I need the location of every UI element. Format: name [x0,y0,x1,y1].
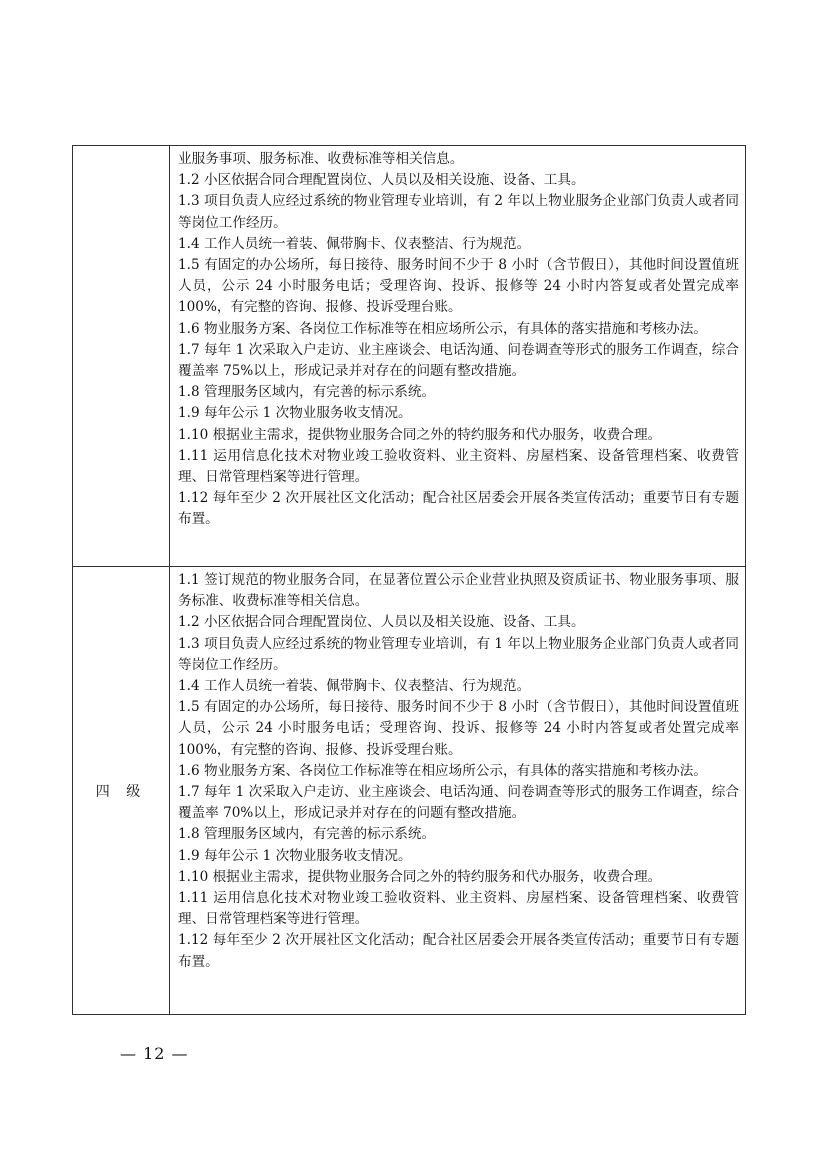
list-item: 1.3 项目负责人应经过系统的物业管理专业培训，有 2 年以上物业服务企业部门负责人或者同等岗位工作经历。 [178,193,739,231]
list-item: 1.9 每年公示 1 次物业服务收支情况。 [178,847,412,864]
list-item: 1.4 工作人员统一着装、佩带胸卡、仪表整洁、行为规范。 [178,235,531,252]
table-row [73,567,746,1015]
list-item: 1.8 管理服务区域内，有完善的标示系统。 [178,384,436,401]
list-item: 1.6 物业服务方案、各岗位工作标准等在相应场所公示，有具体的落实措施和考核办法。 [178,320,707,337]
list-item: 1.4 工作人员统一着装、佩带胸卡、仪表整洁、行为规范。 [178,678,531,695]
list-item: 1.7 每年 1 次采取入户走访、业主座谈会、电话沟通、问卷调查等形式的服务工作调查，综合覆盖率 70%以上，形成记录并对存在的问题有整改措施。 [178,784,739,822]
list-item: 1.10 根据业主需求，提供物业服务合同之外的特约服务和代办服务，收费合理。 [178,868,662,885]
list-item: 1.2 小区依据合同合理配置岗位、人员以及相关设施、设备、工具。 [178,614,585,631]
list-item: 1.2 小区依据合同合理配置岗位、人员以及相关设施、设备、工具。 [178,172,585,189]
list-item: 1.5 有固定的办公场所，每日接待、服务时间不少于 8 小时（含节假日），其他时间设置值班人员，公示 24 小时服务电话；受理咨询、投诉、报修等 24 小时内答复或者处置完成率 100%，有完整的咨询、报修、投诉受理台账。 [178,257,739,316]
level-cell [73,146,170,567]
list-item: 1.3 项目负责人应经过系统的物业管理专业培训，有 1 年以上物业服务企业部门负责人或者同等岗位工作经历。 [178,635,739,673]
list-item: 1.11 运用信息化技术对物业竣工验收资料、业主资料、房屋档案、设备管理档案、收费管理、日常管理档案等进行管理。 [178,447,739,486]
standards-table [72,145,746,1015]
list-item: 业服务事项、服务标准、收费标准等相关信息。 [178,151,464,167]
list-item: 1.12 每年至少 2 次开展社区文化活动；配合社区居委会开展各类宣传活动；重要节日有专题布置。 [178,490,739,528]
page-number: — 12 — [120,1044,189,1063]
content-cell [170,567,746,1015]
list-item: 1.11 运用信息化技术对物业竣工验收资料、业主资料、房屋档案、设备管理档案、收费管理、日常管理档案等进行管理。 [178,890,739,928]
content-cell [170,146,746,567]
list-item: 1.8 管理服务区域内，有完善的标示系统。 [178,826,436,843]
list-item: 1.5 有固定的办公场所，每日接待、服务时间不少于 8 小时（含节假日），其他时间设置值班人员，公示 24 小时服务电话；受理咨询、投诉、报修等 24 小时内答复或者处置完成率 100%，有完整的咨询、报修、投诉受理台账。 [178,699,739,758]
list-item: 1.6 物业服务方案、各岗位工作标准等在相应场所公示，有具体的落实措施和考核办法。 [178,762,707,779]
table-row [73,146,746,567]
list-item: 1.12 每年至少 2 次开展社区文化活动；配合社区居委会开展各类宣传活动；重要节日有专题布置。 [178,932,739,970]
list-item: 1.1 签订规范的物业服务合同，在显著位置公示企业营业执照及资质证书、物业服务事项、服务标准、收费标准等相关信息。 [178,572,739,610]
level-label: 四 级 [95,783,147,800]
list-item: 1.7 每年 1 次采取入户走访、业主座谈会、电话沟通、问卷调查等形式的服务工作调查，综合覆盖率 75%以上，形成记录并对存在的问题有整改措施。 [178,341,739,380]
level-cell [73,567,170,1015]
list-item: 1.9 每年公示 1 次物业服务收支情况。 [178,405,412,422]
list-item: 1.10 根据业主需求，提供物业服务合同之外的特约服务和代办服务，收费合理。 [178,426,662,443]
